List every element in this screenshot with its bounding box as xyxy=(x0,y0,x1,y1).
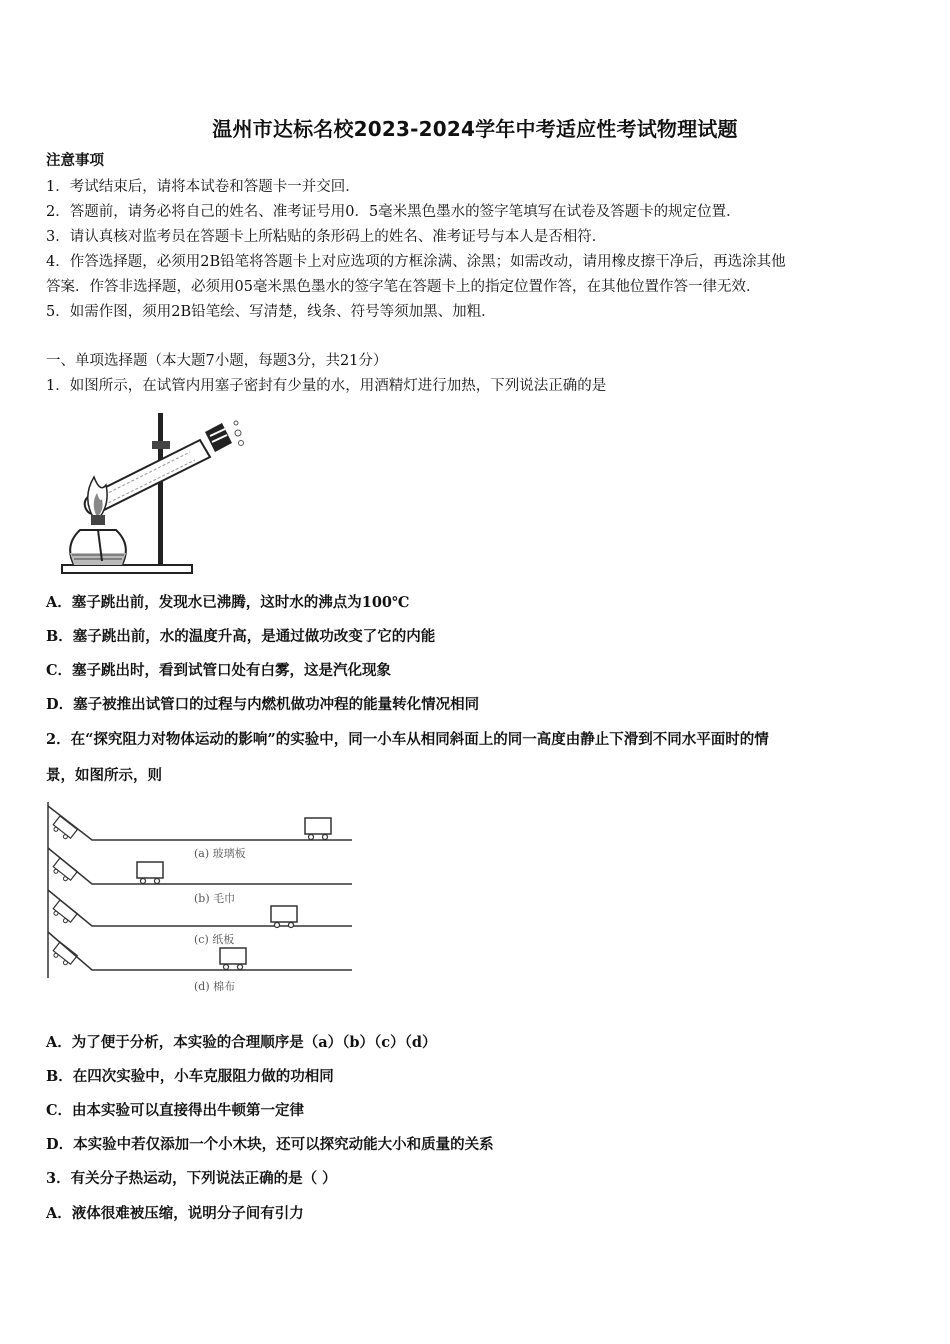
question-3-stem: 3．有关分子热运动，下列说法正确的是（ ） xyxy=(46,1170,337,1187)
notice-item: 3．请认真核对监考员在答题卡上所粘贴的条形码上的姓名、准考证号与本人是否相符． xyxy=(46,229,607,245)
q3-option-a: A．液体很难被压缩，说明分子间有引力 xyxy=(46,1205,304,1222)
q1-option-d: D．塞子被推出试管口的过程与内燃机做功冲程的能量转化情况相同 xyxy=(46,696,480,713)
question-1-stem: 1．如图所示，在试管内用塞子密封有少量的水，用酒精灯进行加热，下列说法正确的是 xyxy=(46,378,607,394)
q2-option-a: A．为了便于分析，本实验的合理顺序是（a）（b）（c）（d） xyxy=(46,1034,437,1051)
figure-label-c: (c) 纸板 xyxy=(194,933,235,946)
stand-base xyxy=(62,565,192,573)
cart xyxy=(271,906,297,928)
cart xyxy=(305,818,331,840)
stand-pole xyxy=(158,413,163,566)
figure-label-a: (a) 玻璃板 xyxy=(194,847,246,860)
clamp xyxy=(152,441,170,449)
cart xyxy=(137,862,163,884)
stopper xyxy=(205,423,232,452)
section-heading: 一、单项选择题（本大题7小题，每题3分，共21分） xyxy=(46,353,388,369)
q2-option-c: C．由本实验可以直接得出牛顿第一定律 xyxy=(46,1102,305,1119)
cart xyxy=(220,948,246,970)
q1-option-a: A．塞子跳出前，发现水已沸腾，这时水的沸点为100℃ xyxy=(46,594,410,611)
ramp-row-a xyxy=(48,806,352,860)
alcohol-lamp-test-tube-figure xyxy=(60,405,260,580)
q2-option-b: B．在四次实验中，小车克服阻力做的功相同 xyxy=(46,1068,334,1085)
q1-option-c: C．塞子跳出时，看到试管口处有白雾，这是汽化现象 xyxy=(46,662,392,679)
notice-item: 答案．作答非选择题，必须用05毫米黑色墨水的签字笔在答题卡上的指定位置作答，在其他位置作答一律无效． xyxy=(46,279,761,295)
notice-item: 5．如需作图，须用2B铅笔绘、写清楚，线条、符号等须加黑、加粗． xyxy=(46,304,496,320)
alcohol-lamp xyxy=(70,515,126,565)
figure-label-d: (d) 棉布 xyxy=(194,980,236,993)
question-2-stem: 2．在“探究阻力对物体运动的影响”的实验中，同一小车从相同斜面上的同一高度由静止下滑到不同水平面时的情 xyxy=(46,731,769,748)
q2-option-d: D．本实验中若仅添加一个小木块，还可以探究动能大小和质量的关系 xyxy=(46,1136,494,1153)
ramp-cart-experiment-figure xyxy=(42,798,357,998)
notice-item: 4．作答选择题，必须用2B铅笔将答题卡上对应选项的方框涂满、涂黑；如需改动，请用橡皮擦干净后，再选涂其他 xyxy=(46,254,786,270)
question-2-stem-cont: 景，如图所示，则 xyxy=(46,767,162,784)
figure-label-b: (b) 毛巾 xyxy=(194,892,236,905)
page-title: 温州市达标名校2023-2024学年中考适应性考试物理试题 xyxy=(212,117,738,141)
notice-heading: 注意事项 xyxy=(46,152,104,169)
q1-option-b: B．塞子跳出前，水的温度升高，是通过做功改变了它的内能 xyxy=(46,628,436,645)
notice-item: 1．考试结束后，请将本试卷和答题卡一并交回． xyxy=(46,179,360,195)
notice-item: 2．答题前，请务必将自己的姓名、准考证号用0．5毫米黑色墨水的签字笔填写在试卷及答题卡的规定位置． xyxy=(46,204,741,220)
